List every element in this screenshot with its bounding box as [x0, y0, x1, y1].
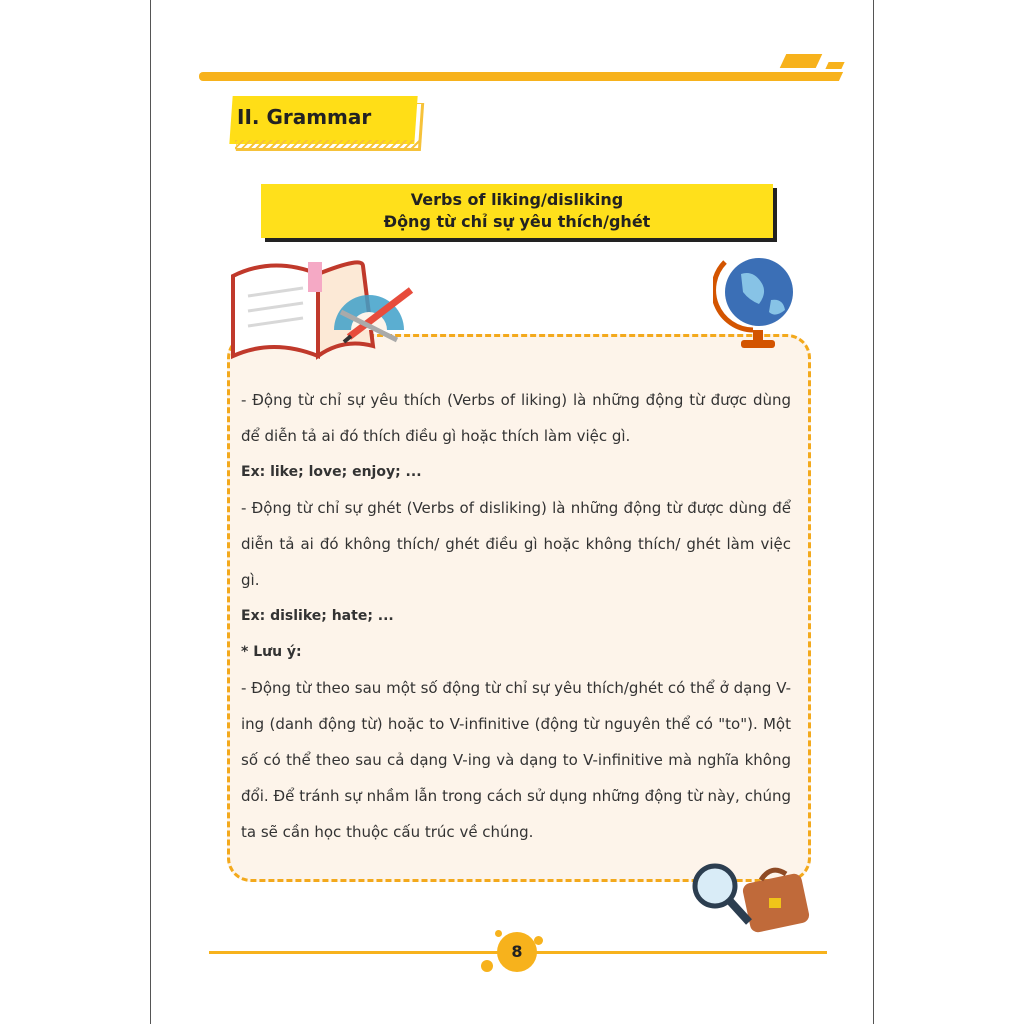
page-number: 8 [497, 932, 537, 972]
section-title: II. Grammar [237, 105, 372, 129]
globe-icon [713, 252, 803, 352]
top-rule-accent-small [825, 62, 844, 69]
example-liking: Ex: like; love; enjoy; ... [241, 464, 422, 480]
heading-box [261, 184, 773, 238]
decor-dot [495, 930, 502, 937]
heading-line-english: Verbs of liking/disliking [410, 190, 624, 209]
top-rule-accent-end [779, 72, 843, 81]
heading-line-vietnamese: Động từ chỉ sự yêu thích/ghét [383, 212, 651, 231]
section-tab-stripes [235, 140, 421, 150]
protractor-pencil-icon [329, 282, 424, 352]
magnifier-briefcase-icon [691, 860, 821, 940]
paragraph-disliking: - Động từ chỉ sự ghét (Verbs of disliking) là những động từ được dùng để diễn tả ai đó không thích/ ghét điều gì hoặc không thích/ ghét làm việc gì. [241, 499, 791, 589]
note-label: * Lưu ý: [241, 644, 302, 660]
example-disliking: Ex: dislike; hate; ... [241, 608, 394, 624]
decor-dot [481, 960, 493, 972]
paragraph-liking: - Động từ chỉ sự yêu thích (Verbs of liking) là những động từ được dùng để diễn tả ai đó thích điều gì hoặc thích làm việc gì. [241, 391, 791, 445]
paragraph-note: - Động từ theo sau một số động từ chỉ sự yêu thích/ghét có thể ở dạng V-ing (danh động từ) hoặc to V-infinitive (động từ nguyên thể có "to"). Một số có thể theo sau cả dạng V-ing và dạng to V-infinitive mà nghĩa không đổi. Để tránh sự nhầm lẫn trong cách sử dụng những động từ này, chúng ta sẽ cần học thuộc cấu trúc về chúng. [241, 679, 791, 841]
top-rule-accent [780, 54, 823, 68]
top-rule [199, 72, 789, 81]
document-page [150, 0, 874, 1024]
grammar-content [241, 382, 791, 850]
